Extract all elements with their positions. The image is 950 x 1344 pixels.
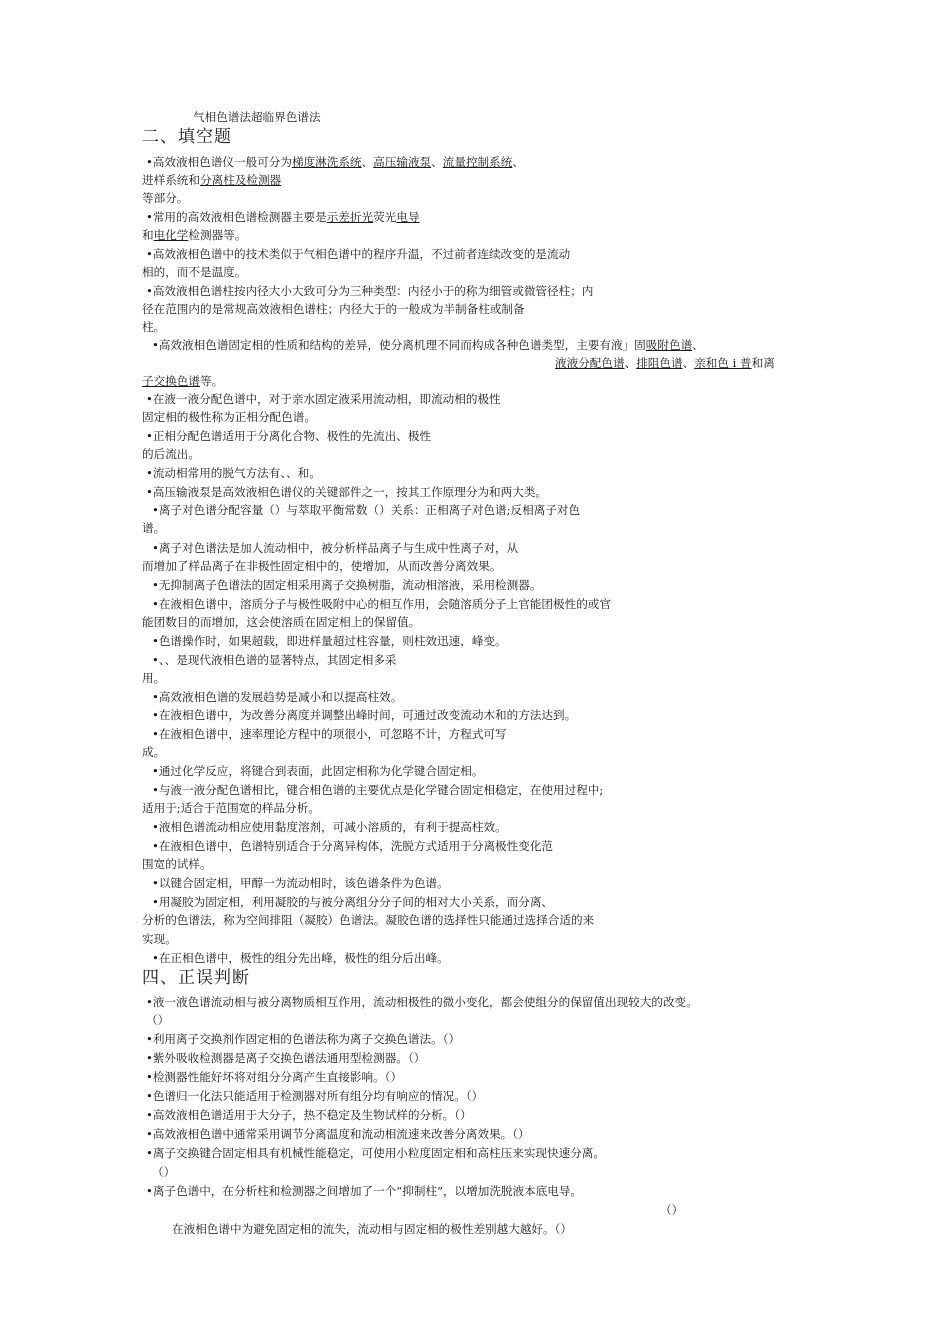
text-line: •离子色谱中，在分析柱和检测器之间增加了一个“抑制柱”，以增加洗脱液本底电导。 xyxy=(146,1184,583,1198)
text-line: •在液相色谱中，溶质分子与极性吸附中心的相互作用，会随溶质分子上官能团极性的或官 xyxy=(152,597,611,611)
text-line: •高效液相色谱中的技术类似于气相色谱中的程序升温，不过前者连续改变的是流动 xyxy=(146,247,571,261)
text-line: •高效液相色谱的发展趋势是减小和以提高柱效。 xyxy=(152,690,403,704)
text-line: 子交换色谱等。 xyxy=(142,374,224,388)
top-line: 气相色谱法超临界色谱法 xyxy=(193,110,321,124)
text-line: •用凝胶为固定相，利用凝胶的与被分离组分分子间的相对大小关系，而分离、 xyxy=(152,895,554,909)
text-line: •高效液相色谱仪一般可分为梯度淋洗系统、高压输液泵、流量控制系统、 xyxy=(146,155,524,169)
text-line: •在正相色谱中，极性的组分先出峰，极性的组分后出峰。 xyxy=(152,951,449,965)
text-line: 实现。 xyxy=(142,932,177,946)
text-line: •在液相色谱中，为改善分离度并调整出峰时间，可通过改变流动木和的方法达到。 xyxy=(152,708,577,722)
text-line: •高效液相色谱适用于大分子，热不稳定及生物试样的分析。（） xyxy=(146,1108,472,1122)
text-line: •通过化学反应，将键合到表面，此固定相称为化学键合固定相。 xyxy=(152,764,484,778)
text-line: 成。 xyxy=(142,745,166,759)
text-line: •离子交换键合固定相具有机械性能稳定，可使用小粒度固定相和高柱压来实现快速分离。 xyxy=(146,1146,605,1160)
text-line: 相的，而不是温度。 xyxy=(142,265,247,279)
text-line: 等部分。 xyxy=(142,191,189,205)
text-line: 能团数目的而增加，这会使溶质在固定相上的保留值。 xyxy=(142,615,421,629)
text-line: •紫外吸收检测器是离子交换色谱法通用型检测器。（） xyxy=(146,1051,426,1065)
text-line: 围宽的试样。 xyxy=(142,857,212,871)
text-line: •、、是现代液相色谱的显著特点，其固定相多采 xyxy=(152,653,397,667)
text-line: •利用离子交换剂作固定相的色谱法称为离子交换色谱法。（） xyxy=(146,1032,461,1046)
text-line: 而增加了样品离子在非极性固定相中的，使增加，从而改善分离效果。 xyxy=(142,559,502,573)
text-line: 的后流出。 xyxy=(142,447,200,461)
text-line: 分析的色谱法，称为空间排阻（凝胶）色谱法。凝胶色谱的选择性只能通过选择合适的来 xyxy=(142,913,595,927)
text-line: 柱。 xyxy=(142,320,166,334)
text-line: •在液相色谱中，色谱特别适合于分离异构体，洗脱方式适用于分离极性变化范 xyxy=(152,839,554,853)
text-line: •高效液相色谱中通常采用调节分离温度和流动相流速来改善分离效果。（） xyxy=(146,1127,530,1141)
section-2-heading: 二、填空题 xyxy=(142,127,232,147)
text-line: •色谱归一化法只能适用于检测器对所有组分均有响应的情况。（） xyxy=(146,1089,484,1103)
text-line: •以键合固定相，甲醇一为流动相时，该色谱条件为色谱。 xyxy=(152,876,449,890)
text-line: （） xyxy=(152,1165,176,1179)
text-line: 径在范围内的是常规高效液相色谱柱；内径大于的一般成为半制备柱或制备 xyxy=(142,302,525,316)
text-line: •高压输液泵是高效液相色谱仪的关键部件之一，按其工作原理分为和两大类。 xyxy=(146,485,548,499)
text-line: （） xyxy=(146,1013,170,1027)
text-line: •液相色谱流动相应使用黏度溶剂，可减小溶质的，有利于提高柱效。 xyxy=(152,820,507,834)
text-line: 在液相色谱中为避免固定相的流失，流动相与固定相的极性差别越大越好。（） xyxy=(172,1222,572,1236)
text-line: 固定相的极性称为正相分配色谱。 xyxy=(142,410,316,424)
text-line: •在液一液分配色谱中，对于亲水固定液采用流动相，即流动相的极性 xyxy=(146,392,501,406)
text-line: 适用于;适合于范围宽的样品分析。 xyxy=(142,801,320,815)
text-line: 进样系统和分离柱及检测器 xyxy=(142,173,282,187)
text-line: •离子对色谱法是加人流动相中，被分析样品离子与生成中性离子对，从 xyxy=(152,541,519,555)
text-line: •色谱操作时，如果超载，即进样量超过柱容量，则柱效迅速，峰变。 xyxy=(152,634,507,648)
text-line: •正相分配色谱适用于分离化合物、极性的先流出、极性 xyxy=(146,429,432,443)
text-line: •离子对色谱分配容量（）与萃取平衡常数（）关系：正相离子对色谱;反相离子对色 xyxy=(152,503,581,517)
text-line: •流动相常用的脱气方法有、、和。 xyxy=(146,466,321,480)
text-line: •检测器性能好坏将对组分分离产生直接影响。（） xyxy=(146,1070,403,1084)
text-line: （） xyxy=(660,1203,684,1217)
text-line: •无抑制离子色谱法的固定相采用离子交换树脂，流动相溶液，采用检测器。 xyxy=(152,578,542,592)
text-line: •高效液相色谱柱按内径大小大致可分为三种类型：内径小于的称为细管或微管径柱；内 xyxy=(146,284,594,298)
text-line: 和电化学检测器等。 xyxy=(142,228,247,242)
section-4-heading: 四、正误判断 xyxy=(142,968,250,988)
text-line: •液一液色谱流动相与被分离物质相互作用，流动相极性的微小变化，都会使组分的保留值出现较大的改变。 xyxy=(146,995,698,1009)
text-line: 液液分配色谱、排阻色谱、亲和色 i 普和离 xyxy=(555,356,775,370)
text-line: •常用的高效液相色谱检测器主要是示差折光荧光电导 xyxy=(146,210,420,224)
text-line: •在液相色谱中，速率理论方程中的项很小，可忽略不计，方程式可写 xyxy=(152,727,507,741)
text-line: 用。 xyxy=(142,671,166,685)
text-line: •高效液相色谱固定相的性质和结构的差异，使分离机理不同而构成各种色谱类型，主要有液」固吸附色谱、 xyxy=(152,338,704,352)
text-line: •与液一液分配色谱相比，键合相色谱的主要优点是化学键合固定相稳定，在使用过程中; xyxy=(152,783,604,797)
text-line: 谱。 xyxy=(142,521,166,535)
